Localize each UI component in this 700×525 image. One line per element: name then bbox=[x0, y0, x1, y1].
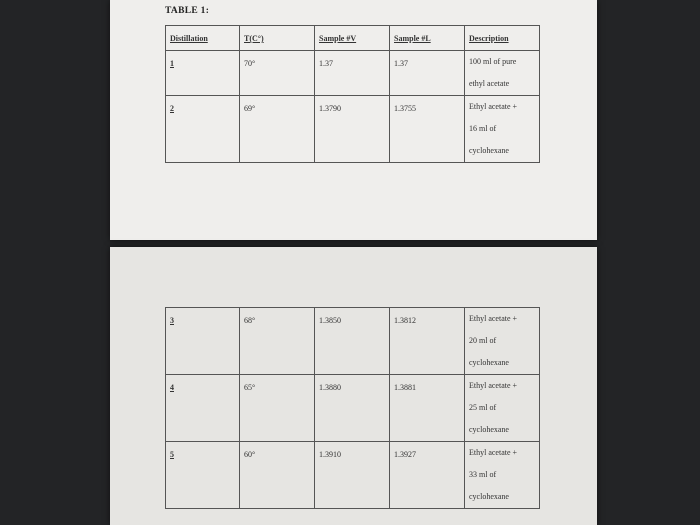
cell-sample-v: 1.3910 bbox=[315, 442, 390, 509]
cell-sample-l: 1.3812 bbox=[390, 308, 465, 375]
cell-sample-l: 1.3881 bbox=[390, 375, 465, 442]
results-table-part-1 bbox=[165, 25, 540, 163]
cell-sample-l: 1.3927 bbox=[390, 442, 465, 509]
description-line: Ethyl acetate + bbox=[469, 102, 518, 111]
table-row bbox=[166, 51, 540, 96]
cell-description bbox=[465, 96, 540, 163]
cell-sample-v: 1.3790 bbox=[315, 96, 390, 163]
cell-temperature: 70° bbox=[240, 51, 315, 96]
header-temperature: T(C°) bbox=[240, 26, 315, 51]
cell-sample-l: 1.37 bbox=[390, 51, 465, 96]
cell-description bbox=[465, 308, 540, 375]
cell-distillation: 1 bbox=[166, 51, 240, 96]
header-sample-l: Sample #L bbox=[390, 26, 465, 51]
description-line: cyclohexane bbox=[469, 425, 509, 434]
description-line: 25 ml of bbox=[469, 403, 497, 412]
description-line: ethyl acetate bbox=[469, 79, 510, 88]
cell-temperature: 60° bbox=[240, 442, 315, 509]
header-distillation: Distillation bbox=[166, 26, 240, 51]
results-table-part-2 bbox=[165, 307, 540, 509]
cell-distillation: 3 bbox=[166, 308, 240, 375]
description-line: cyclohexane bbox=[469, 358, 509, 367]
cell-distillation: 2 bbox=[166, 96, 240, 163]
table-title: TABLE 1: bbox=[165, 6, 210, 16]
description-line: cyclohexane bbox=[469, 146, 509, 155]
description-line: Ethyl acetate + bbox=[469, 448, 518, 457]
document-page-2 bbox=[110, 247, 597, 525]
cell-sample-v: 1.3850 bbox=[315, 308, 390, 375]
description-line: 16 ml of bbox=[469, 124, 497, 133]
table-row bbox=[166, 308, 540, 375]
header-sample-v: Sample #V bbox=[315, 26, 390, 51]
cell-temperature: 69° bbox=[240, 96, 315, 163]
description-line: 33 ml of bbox=[469, 470, 497, 479]
description-line: 20 ml of bbox=[469, 336, 497, 345]
table-header-row bbox=[166, 26, 540, 51]
header-description: Description bbox=[465, 26, 540, 51]
description-line: 100 ml of pure bbox=[469, 57, 517, 66]
cell-distillation: 4 bbox=[166, 375, 240, 442]
table-row bbox=[166, 442, 540, 509]
table-row bbox=[166, 375, 540, 442]
cell-distillation: 5 bbox=[166, 442, 240, 509]
cell-sample-v: 1.37 bbox=[315, 51, 390, 96]
cell-sample-v: 1.3880 bbox=[315, 375, 390, 442]
cell-description bbox=[465, 442, 540, 509]
cell-temperature: 68° bbox=[240, 308, 315, 375]
cell-temperature: 65° bbox=[240, 375, 315, 442]
description-line: cyclohexane bbox=[469, 492, 509, 501]
document-page-1 bbox=[110, 0, 597, 240]
cell-description bbox=[465, 51, 540, 96]
cell-description bbox=[465, 375, 540, 442]
table-row bbox=[166, 96, 540, 163]
description-line: Ethyl acetate + bbox=[469, 381, 518, 390]
description-line: Ethyl acetate + bbox=[469, 314, 518, 323]
cell-sample-l: 1.3755 bbox=[390, 96, 465, 163]
